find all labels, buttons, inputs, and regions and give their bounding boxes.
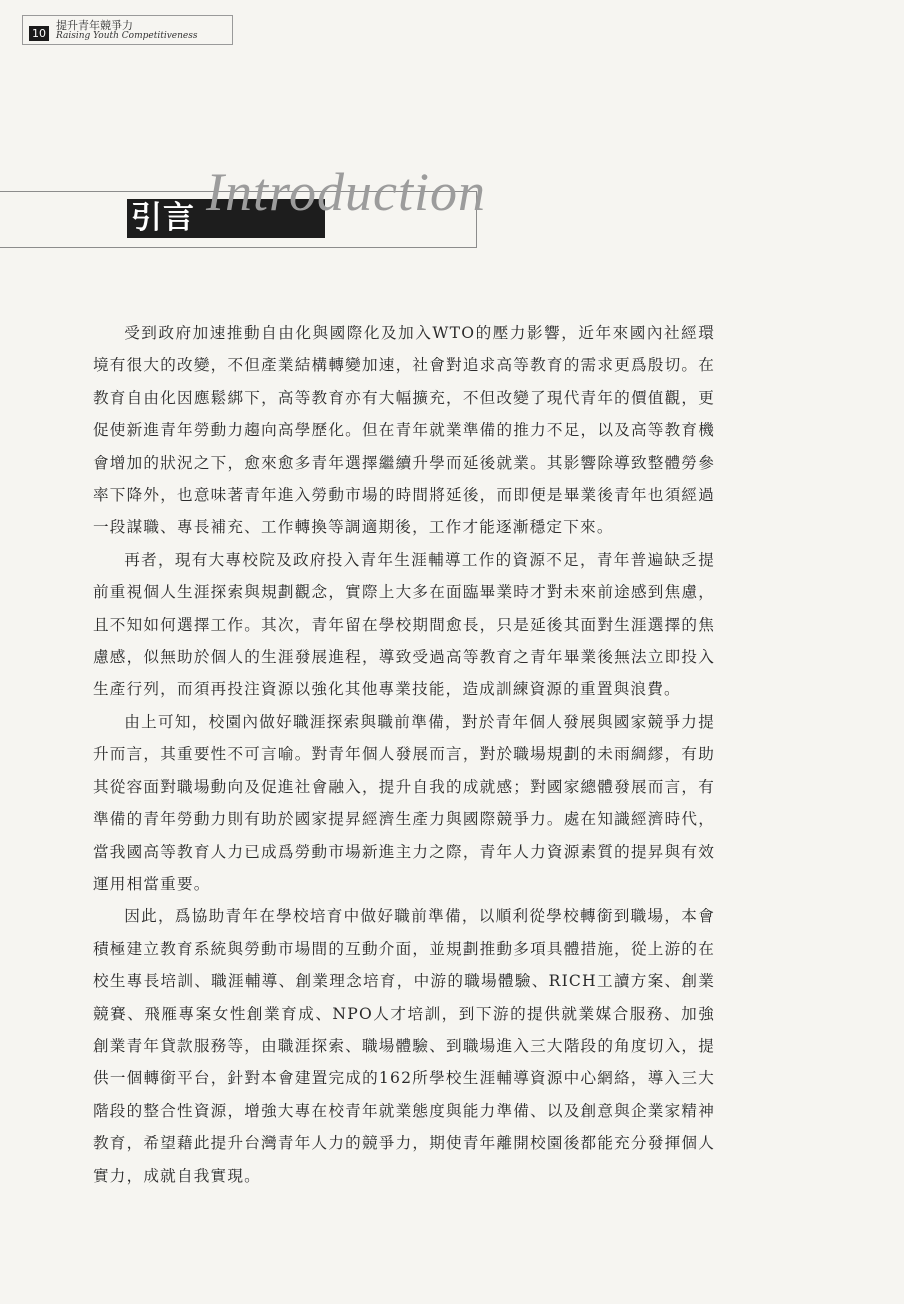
paragraph: 由上可知，校園內做好職涯探索與職前準備，對於青年個人發展與國家競爭力提升而言，其重要性不可言喻。對青年個人發展而言，對於職場規劃的未雨綢繆，有助其從容面對職場動向及促進社會融入，提升自我的成就感；對國家總體發展而言，有準備的青年勞動力則有助於國家提昇經濟生產力與國際競爭力。處在知識經濟時代，當我國高等教育人力已成爲勞動市場新進主力之際，青年人力資源素質的提昇與有效運用相當重要。 [93,712,715,893]
paragraph: 受到政府加速推動自由化與國際化及加入WTO的壓力影響，近年來國內社經環境有很大的改變，不但產業結構轉變加速，社會對追求高等教育的需求更爲殷切。在教育自由化因應鬆綁下，高等教育亦有大幅擴充，不但改變了現代青年的價值觀，更促使新進青年勞動力趨向高學歷化。但在青年就業準備的推力不足，以及高等教育機會增加的狀況之下，愈來愈多青年選擇繼續升學而延後就業。其影響除導致整體勞參率下降外，也意味著青年進入勞動市場的時間將延後，而即便是畢業後青年也須經過一段謀職、專長補充、工作轉換等調適期後，工作才能逐漸穩定下來。 [93,324,715,537]
body-text [93,317,715,1192]
paragraph: 因此，爲協助青年在學校培育中做好職前準備，以順利從學校轉銜到職場，本會積極建立教育系統與勞動市場間的互動介面，並規劃推動多項具體措施，從上游的在校生專長培訓、職涯輔導、創業理念培育，中游的職場體驗、RICH工讀方案、創業競賽、飛雁專案女性創業育成、NPO人才培訓，到下游的提供就業媒合服務、加強創業青年貸款服務等，由職涯探索、職場體驗、到職場進入三大階段的角度切入，提供一個轉銜平台，針對本會建置完成的162所學校生涯輔導資源中心網絡，導入三大階段的整合性資源，增強大專在校青年就業態度與能力準備、以及創意與企業家精神教育，希望藉此提升台灣青年人力的競爭力，期使青年離開校園後都能充分發揮個人實力，成就自我實現。 [93,907,715,1185]
header-title-zh: 提升青年競爭力 [56,19,133,32]
paragraph: 再者，現有大專校院及政府投入青年生涯輔導工作的資源不足，青年普遍缺乏提前重視個人生涯探索與規劃觀念，實際上大多在面臨畢業時才對未來前途感到焦慮，且不知如何選擇工作。其次，青年留在學校期間愈長，只是延後其面對生涯選擇的焦慮感，似無助於個人的生涯發展進程，導致受過高等教育之青年畢業後無法立即投入生產行列，而須再投注資源以強化其他專業技能，造成訓練資源的重置與浪費。 [93,550,715,699]
section-title-en: Introduction [206,162,486,222]
section-title-zh: 引言 [131,200,195,236]
header-title-en: Raising Youth Competitiveness [56,31,198,41]
running-header [22,15,233,45]
page-number: 10 [29,26,49,41]
